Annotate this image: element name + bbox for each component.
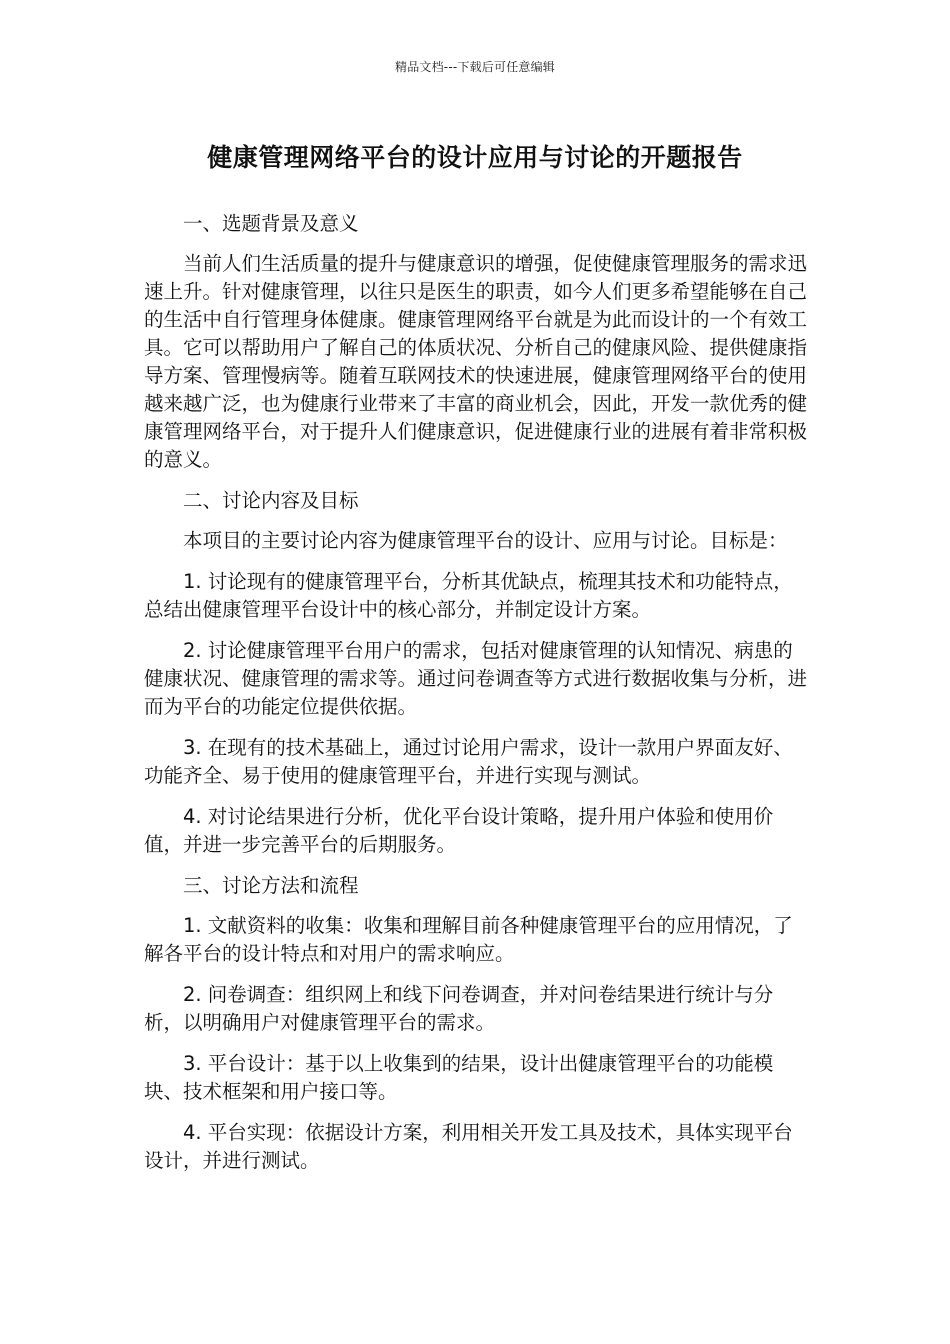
list-item: 1. 讨论现有的健康管理平台，分析其优缺点，梳理其技术和功能特点，总结出健康管理平台设计中的核心部分，并制定设计方案。	[144, 570, 793, 621]
list-item: 3. 在现有的技术基础上，通过讨论用户需求，设计一款用户界面友好、功能齐全、易于使用的健康管理平台，并进行实现与测试。	[144, 736, 793, 787]
document-body	[144, 210, 808, 1188]
list-item: 1. 文献资料的收集：收集和理解目前各种健康管理平台的应用情况，了解各平台的设计特点和对用户的需求响应。	[144, 914, 793, 965]
document-title: 健康管理网络平台的设计应用与讨论的开题报告	[207, 143, 743, 172]
header-note: 精品文档---下载后可任意编辑	[395, 60, 555, 74]
section-heading: 一、选题背景及意义	[183, 212, 359, 235]
section-heading: 三、讨论方法和流程	[183, 874, 359, 897]
paragraph: 当前人们生活质量的提升与健康意识的增强，促使健康管理服务的需求迅速上升。针对健康管理，以往只是医生的职责，如今人们更多希望能够在自己的生活中自行管理身体健康。健康管理网络平台就是为此而设计的一个有效工具。它可以帮助用户了解自己的体质状况、分析自己的健康风险、提供健康指导方案、管理慢病等。随着互联网技术的快速进展，健康管理网络平台的使用越来越广泛，也为健康行业带来了丰富的商业机会，因此，开发一款优秀的健康管理网络平台，对于提升人们健康意识，促进健康行业的进展有着非常积极的意义。	[144, 252, 808, 471]
list-item: 2. 问卷调查：组织网上和线下问卷调查，并对问卷结果进行统计与分析，以明确用户对健康管理平台的需求。	[144, 983, 774, 1034]
list-item: 4. 平台实现：依据设计方案，利用相关开发工具及技术，具体实现平台设计，并进行测试。	[144, 1121, 793, 1172]
paragraph: 本项目的主要讨论内容为健康管理平台的设计、应用与讨论。目标是：	[183, 529, 788, 552]
list-item: 2. 讨论健康管理平台用户的需求，包括对健康管理的认知情况、病患的健康状况、健康管理的需求等。通过问卷调查等方式进行数据收集与分析，进而为平台的功能定位提供依据。	[144, 639, 808, 718]
list-item: 4. 对讨论结果进行分析，优化平台设计策略，提升用户体验和使用价值，并进一步完善平台的后期服务。	[144, 805, 774, 856]
section-heading: 二、讨论内容及目标	[183, 489, 359, 512]
list-item: 3. 平台设计：基于以上收集到的结果，设计出健康管理平台的功能模块、技术框架和用户接口等。	[144, 1052, 774, 1103]
